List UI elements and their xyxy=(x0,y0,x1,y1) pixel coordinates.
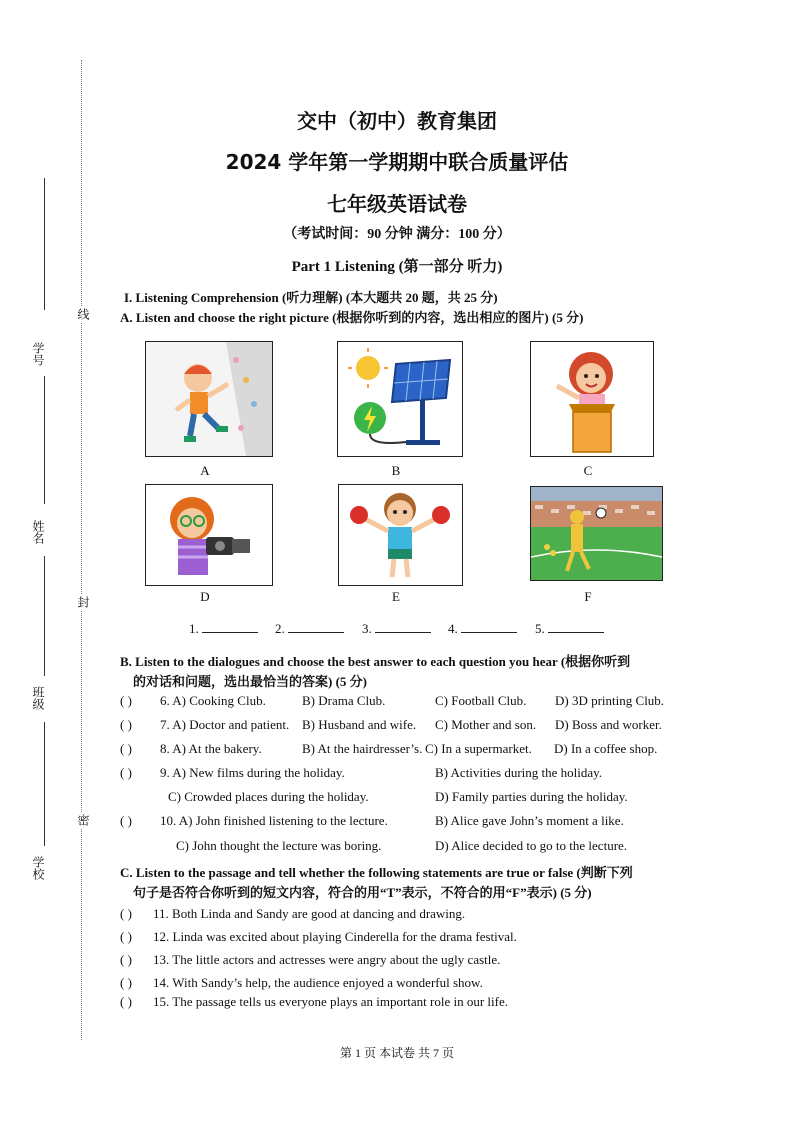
q6-option-c: C) Football Club. xyxy=(435,693,527,708)
picture-c xyxy=(530,341,654,457)
q10-option-b: B) Alice gave John’s moment a like. xyxy=(435,813,624,828)
section-c-title: C. Listen to the passage and tell whether the following statements are true or false (判断下列 xyxy=(120,865,633,880)
q9-option-c: C) Crowded places during the holiday. xyxy=(168,789,369,804)
q6-option-b: B) Drama Club. xyxy=(302,693,386,708)
section-c-title-cont: 句子是否符合你听到的短文内容，符合的用“T”表示，不符合的用“F”表示) (5 分) xyxy=(133,885,592,900)
q12-text: 12. Linda was excited about playing Cinderella for the drama festival. xyxy=(153,929,517,944)
exam-info: （考试时间：90 分钟 满分：100 分） xyxy=(283,227,511,242)
part-title: Part 1 Listening (第一部分 听力) xyxy=(291,259,503,275)
q6-option-d: D) 3D printing Club. xyxy=(555,693,665,708)
answer-slot-2[interactable]: 2. xyxy=(275,620,344,637)
boy-boxing-icon xyxy=(339,485,462,585)
q11-text: 11. Both Linda and Sandy are good at dancing and drawing. xyxy=(153,906,466,921)
answer-slot-3[interactable]: 3. xyxy=(362,620,431,637)
boy-camera-icon xyxy=(146,485,272,585)
cut-mark-line: 线 xyxy=(76,308,90,320)
q11-paren[interactable]: ( ) xyxy=(120,906,132,921)
picture-a-label: A xyxy=(200,463,210,478)
picture-a xyxy=(145,341,273,457)
q8-option-d: D) In a coffee shop. xyxy=(554,741,658,756)
q7-option-b: B) Husband and wife. xyxy=(302,717,417,732)
q7-paren[interactable]: ( ) xyxy=(120,717,132,732)
label-class: 班级 xyxy=(31,686,45,710)
q14-paren[interactable]: ( ) xyxy=(120,975,132,990)
q13-paren[interactable]: ( ) xyxy=(120,952,132,967)
stadium-mascot-icon xyxy=(531,487,662,580)
answer-slot-4[interactable]: 4. xyxy=(448,620,517,637)
q8-option-b: B) At the hairdresser’s. xyxy=(302,741,423,756)
section-b-title: B. Listen to the dialogues and choose the best answer to each question you hear (根据你听到 xyxy=(120,654,631,669)
blank-line-school xyxy=(44,722,45,846)
girl-speech-podium-icon xyxy=(531,342,653,456)
org-title: 交中（初中）教育集团 xyxy=(297,109,497,133)
q8-paren[interactable]: ( ) xyxy=(120,741,132,756)
solar-panel-icon xyxy=(338,342,462,456)
label-school: 学校 xyxy=(31,856,45,880)
q7-option-a: 7. A) Doctor and patient. xyxy=(160,717,290,732)
cut-mark-secret: 密 xyxy=(76,814,90,826)
page-footer: 第 1 页 本试卷 共 7 页 xyxy=(339,1046,454,1060)
picture-e xyxy=(338,484,463,586)
picture-b-label: B xyxy=(391,463,401,478)
q9-option-b: B) Activities during the holiday. xyxy=(435,765,603,780)
q15-paren[interactable]: ( ) xyxy=(120,994,132,1009)
q9-paren[interactable]: ( ) xyxy=(120,765,132,780)
q10-option-a: 10. A) John finished listening to the lecture. xyxy=(160,813,388,828)
q13-text: 13. The little actors and actresses were angry about the ugly castle. xyxy=(153,952,501,967)
q14-text: 14. With Sandy’s help, the audience enjoyed a wonderful show. xyxy=(153,975,483,990)
blank-line-name xyxy=(44,376,45,504)
picture-d-label: D xyxy=(200,589,210,604)
section-a-title: A. Listen and choose the right picture (根据你听到的内容，选出相应的图片) (5 分) xyxy=(120,310,584,325)
q10-paren[interactable]: ( ) xyxy=(120,813,132,828)
q10-option-d: D) Alice decided to go to the lecture. xyxy=(435,838,628,853)
blank-line-class xyxy=(44,556,45,676)
picture-d xyxy=(145,484,273,586)
picture-b xyxy=(337,341,463,457)
q9-option-d: D) Family parties during the holiday. xyxy=(435,789,628,804)
q15-text: 15. The passage tells us everyone plays an important role in our life. xyxy=(153,994,508,1009)
answer-slot-1[interactable]: 1. xyxy=(189,620,258,637)
picture-c-label: C xyxy=(583,463,593,478)
section-i-title: I. Listening Comprehension (听力理解) (本大题共 20 题，共 25 分) xyxy=(124,290,498,305)
section-b-title-cont: 的对话和问题，选出最恰当的答案) (5 分) xyxy=(133,674,367,689)
exam-title: 2024 学年第一学期期中联合质量评估 xyxy=(225,150,569,174)
q7-option-c: C) Mother and son. xyxy=(435,717,537,732)
q7-option-d: D) Boss and worker. xyxy=(555,717,662,732)
rock-climbing-boy-icon xyxy=(146,342,272,456)
q8-option-a: 8. A) At the bakery. xyxy=(160,741,262,756)
picture-f xyxy=(530,486,663,581)
q10-option-c: C) John thought the lecture was boring. xyxy=(176,838,382,853)
picture-e-label: E xyxy=(392,589,400,604)
picture-f-label: F xyxy=(584,589,592,604)
q8-option-c: C) In a supermarket. xyxy=(425,741,532,756)
q12-paren[interactable]: ( ) xyxy=(120,929,132,944)
cut-mark-seal: 封 xyxy=(76,596,90,608)
q6-option-a: 6. A) Cooking Club. xyxy=(160,693,266,708)
subject-title: 七年级英语试卷 xyxy=(327,192,467,216)
answer-slot-5[interactable]: 5. xyxy=(535,620,604,637)
label-student-id: 学号 xyxy=(31,342,45,366)
q9-option-a: 9. A) New films during the holiday. xyxy=(160,765,345,780)
q6-paren[interactable]: ( ) xyxy=(120,693,132,708)
label-name: 姓名 xyxy=(31,520,45,544)
